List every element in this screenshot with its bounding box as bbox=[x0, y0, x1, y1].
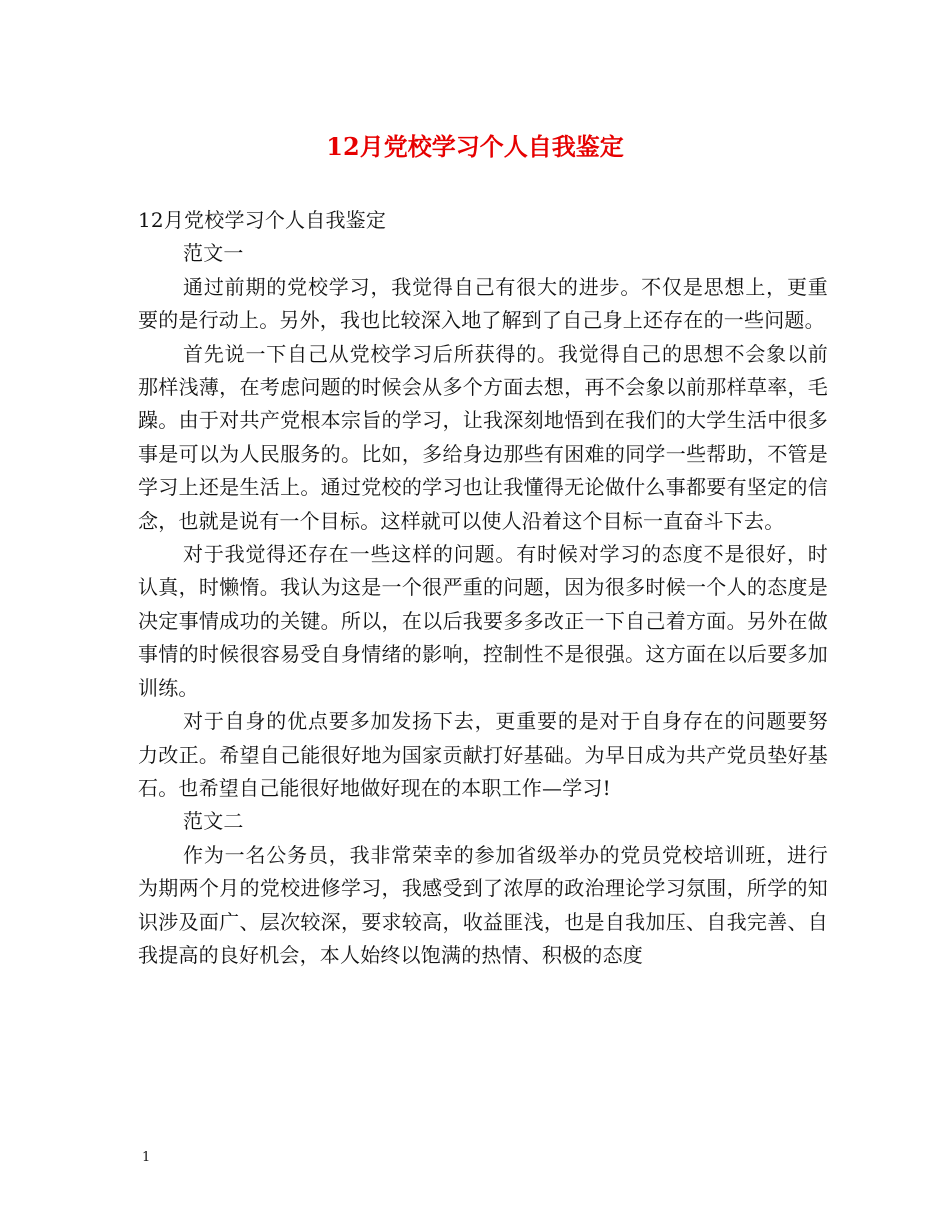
paragraph-subtitle: 12月党校学习个人自我鉴定 bbox=[138, 208, 387, 232]
paragraph-sample-two-heading: 范文二 bbox=[183, 809, 244, 834]
document-title: 12月党校学习个人自我鉴定 bbox=[326, 132, 624, 161]
paragraph-sample-one-heading: 范文一 bbox=[183, 241, 244, 266]
paragraph: 对于自身的优点要多加发扬下去，更重要的是对于自身存在的问题要努力改正。希望自己能很好地为国家贡献打好基础。为早日成为共产党员垫好基石。也希望自己能很好地做好现在的本职工作—学习! bbox=[138, 709, 828, 800]
paragraph: 首先说一下自己从党校学习后所获得的。我觉得自己的思想不会象以前那样浅薄，在考虑问题的时候会从多个方面去想，再不会象以前那样草率，毛躁。由于对共产党根本宗旨的学习，让我深刻地悟到在我们的大学生活中很多事是可以为人民服务的。比如，多给身边那些有困难的同学一些帮助，不管是学习上还是生活上。通过党校的学习也让我懂得无论做什么事都要有坚定的信念，也就是说有一个目标。这样就可以使人沿着这个目标一直奋斗下去。 bbox=[138, 341, 828, 533]
page-number: 1 bbox=[142, 1150, 151, 1165]
document-body bbox=[138, 204, 828, 972]
paragraph: 作为一名公务员，我非常荣幸的参加省级举办的党员党校培训班，进行为期两个月的党校进修学习，我感受到了浓厚的政治理论学习氛围，所学的知识涉及面广、层次较深，要求较高，收益匪浅，也是自我加压、自我完善、自我提高的良好机会，本人始终以饱满的热情、积极的态度 bbox=[138, 842, 828, 967]
paragraph: 通过前期的党校学习，我觉得自己有很大的进步。不仅是思想上，更重要的是行动上。另外，我也比较深入地了解到了自己身上还存在的一些问题。 bbox=[138, 274, 828, 333]
paragraph: 对于我觉得还存在一些这样的问题。有时候对学习的态度不是很好，时认真，时懒惰。我认为这是一个很严重的问题，因为很多时候一个人的态度是决定事情成功的关键。所以，在以后我要多多改正一下自己着方面。另外在做事情的时候很容易受自身情绪的影响，控制性不是很强。这方面在以后要多加训练。 bbox=[138, 542, 828, 700]
